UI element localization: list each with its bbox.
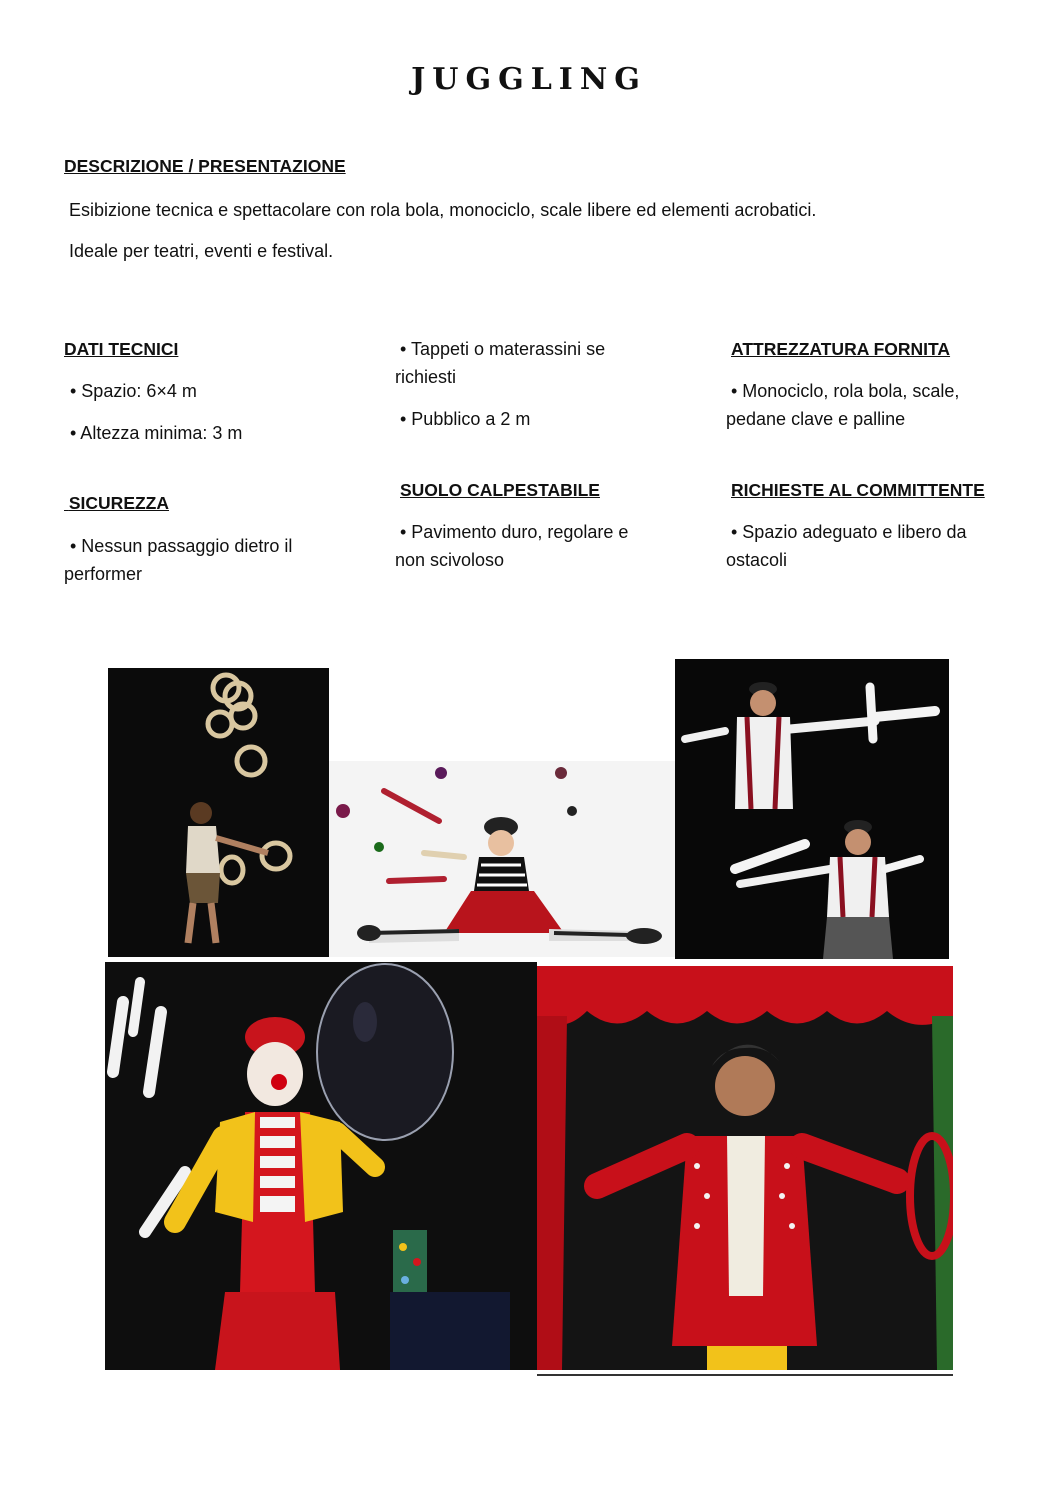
dati-altezza: • Altezza minima: 3 m xyxy=(70,423,243,443)
photo-ring-juggler xyxy=(108,668,329,957)
attrezzatura-line-1: • Monociclo, rola bola, scale, xyxy=(731,381,960,401)
photo-clown-bubble xyxy=(105,962,537,1370)
suolo-line-2: non scivoloso xyxy=(395,550,505,570)
sicurezza-heading-text: SICUREZZA xyxy=(68,493,170,513)
description-heading: DESCRIZIONE / PRESENTAZIONE xyxy=(64,156,346,176)
richieste-heading: RICHIESTE AL COMMITTENTE xyxy=(731,480,985,500)
dati-tecnici-heading: DATI TECNICI xyxy=(64,339,179,359)
description-line-1: Esibizione tecnica e spettacolare con rola bola, monociclo, scale libere ed elementi acrobatici. xyxy=(69,200,817,220)
richieste-line-2: ostacoli xyxy=(726,550,788,570)
sicurezza-line-2: performer xyxy=(64,564,143,584)
suolo-line-1: • Pavimento duro, regolare e xyxy=(400,522,629,542)
attrezzatura-heading: ATTREZZATURA FORNITA xyxy=(731,339,951,359)
dati-pubblico: • Pubblico a 2 m xyxy=(400,409,531,429)
sicurezza-line-1: • Nessun passaggio dietro il xyxy=(70,536,293,556)
richieste-line-1: • Spazio adeguato e libero da xyxy=(731,522,967,542)
suolo-heading: SUOLO CALPESTABILE xyxy=(400,480,600,500)
description-line-2: Ideale per teatri, eventi e festival. xyxy=(69,241,334,261)
dati-tappeti-line-2: richiesti xyxy=(395,367,457,387)
document-title: JUGGLING xyxy=(411,62,647,97)
photo-underline xyxy=(537,1374,953,1376)
dati-spazio: • Spazio: 6×4 m xyxy=(70,381,197,401)
attrezzatura-line-2: pedane clave e palline xyxy=(726,409,906,429)
photo-club-juggler xyxy=(675,659,949,959)
photo-red-jacket-performer xyxy=(537,966,953,1370)
photo-splits-clown xyxy=(329,761,675,957)
sicurezza-heading xyxy=(64,493,169,514)
dati-tappeti-line-1: • Tappeti o materassini se xyxy=(400,339,606,359)
